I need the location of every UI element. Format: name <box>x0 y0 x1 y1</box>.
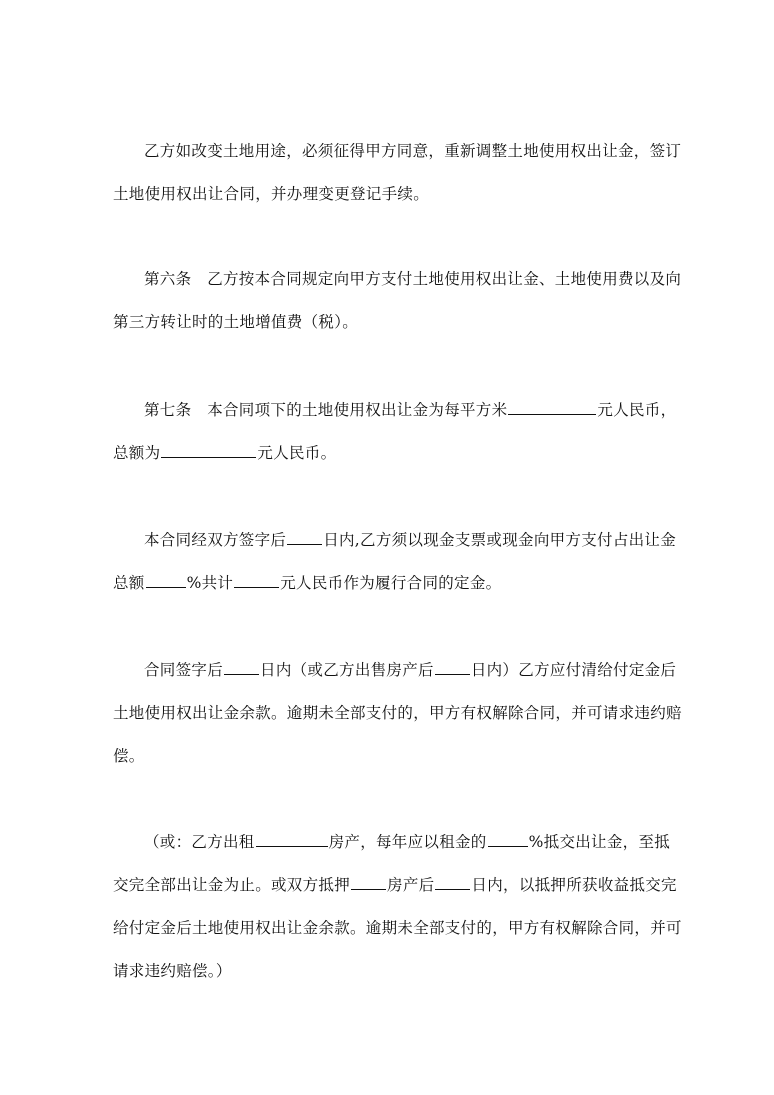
text-run: 日内，以抵押所获收益抵交完 <box>471 876 677 894</box>
text-run: 总额为 <box>113 444 161 462</box>
blank-property <box>351 874 386 891</box>
text-run: 元人民币。 <box>257 444 337 462</box>
text-line <box>113 519 677 562</box>
blank-percent <box>488 831 528 848</box>
blank-days <box>287 529 322 546</box>
text-run: 请求违约赔偿。） <box>113 962 232 980</box>
text-run: 本合同经双方签字后 <box>144 531 287 549</box>
text-run: 日内（或乙方出售房产后 <box>260 661 434 679</box>
blank-days <box>435 659 470 676</box>
text-run: （或：乙方出租 <box>144 833 255 851</box>
text-line <box>113 173 673 216</box>
text-run: 日内）乙方应付清给付定金后 <box>470 661 677 679</box>
text-line <box>113 562 673 605</box>
text-run: 土地使用权出让金余款。逾期未全部支付的，甲方有权解除合同，并可请求违约赔 <box>113 704 682 722</box>
blank-property <box>256 831 328 848</box>
text-run: 交完全部出让金为止。或双方抵押 <box>113 876 351 894</box>
paragraph-article-7 <box>113 389 677 475</box>
text-run: 偿。 <box>113 747 145 765</box>
text-run: %抵交出让金，至抵 <box>528 833 671 851</box>
text-line <box>113 130 682 173</box>
text-run: 土地使用权出让合同，并办理变更登记手续。 <box>113 185 430 203</box>
text-line <box>113 864 677 907</box>
blank-deposit-amount <box>234 572 279 589</box>
text-line <box>113 821 673 864</box>
text-line <box>113 735 673 778</box>
paragraph-land-use-change <box>113 130 682 216</box>
text-run: 日内,乙方须以现金支票或现金向甲方支付占出让金 <box>323 531 677 549</box>
text-run: 总额 <box>113 574 145 592</box>
text-line <box>113 389 677 432</box>
text-run: 第三方转让时的土地增值费（税）。 <box>113 313 359 331</box>
text-run: 合同签字后 <box>144 661 224 679</box>
text-run: 房产后 <box>387 876 435 894</box>
text-line <box>113 432 673 475</box>
text-run: 房产，每年应以租金的 <box>328 833 487 851</box>
text-run: %共计 <box>186 574 234 592</box>
text-run: 第七条 本合同项下的土地使用权出让金为每平方米 <box>144 401 508 419</box>
text-run: 给付定金后土地使用权出让金余款。逾期未全部支付的，甲方有权解除合同，并可 <box>113 919 682 937</box>
text-line <box>113 950 673 993</box>
blank-days <box>224 659 259 676</box>
paragraph-payment-balance <box>113 649 682 778</box>
blank-percent <box>146 572 186 589</box>
text-run: 元人民币， <box>597 401 677 419</box>
paragraph-alternative-rent <box>113 821 682 993</box>
text-line <box>113 907 682 950</box>
blank-total-amount <box>161 442 256 459</box>
text-run: 元人民币作为履行合同的定金。 <box>280 574 502 592</box>
paragraph-deposit <box>113 519 677 605</box>
text-line <box>113 258 682 301</box>
text-line <box>113 649 677 692</box>
text-line <box>113 692 682 735</box>
text-run: 乙方如改变土地用途，必须征得甲方同意，重新调整土地使用权出让金，签订 <box>144 142 682 160</box>
text-run: 第六条 乙方按本合同规定向甲方支付土地使用权出让金、土地使用费以及向 <box>144 270 682 288</box>
text-line <box>113 301 673 344</box>
blank-price-per-sqm <box>508 399 596 416</box>
paragraph-article-6 <box>113 258 682 344</box>
blank-days <box>435 874 470 891</box>
